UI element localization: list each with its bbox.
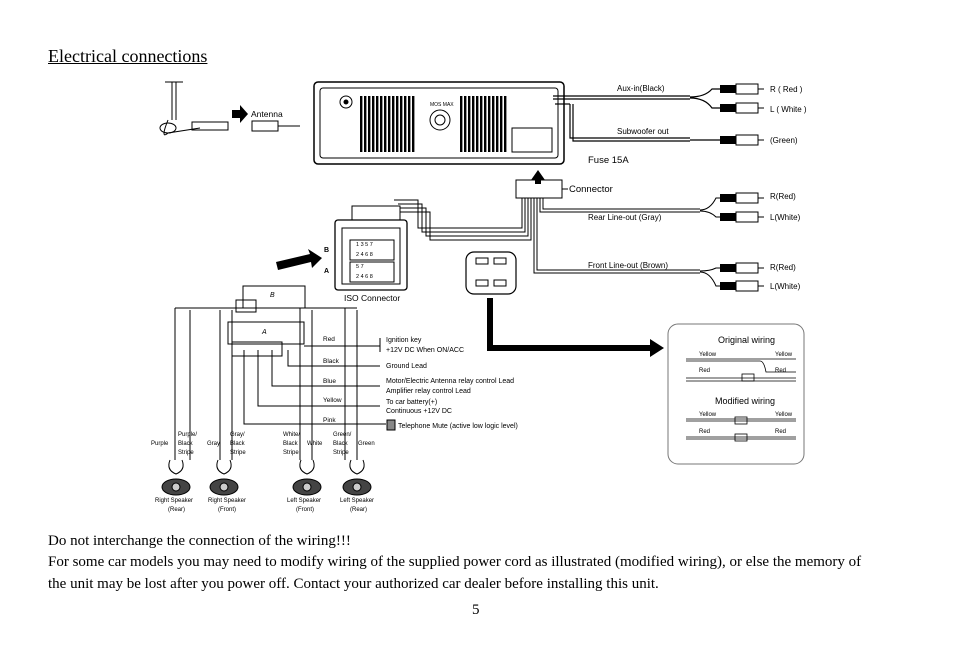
rca-green: (Green)	[770, 136, 798, 145]
spk-white-black-3: Stripe	[283, 450, 299, 456]
ignition-key-label: Ignition key	[386, 337, 422, 344]
vent-slot	[364, 96, 366, 152]
vent-slot	[476, 96, 478, 152]
iso-pin-row: 1 3 5 7	[356, 242, 373, 248]
spk-gray-black-2: Black	[230, 441, 245, 447]
spk-rr-1: Right Speaker	[155, 498, 194, 504]
vent-slot	[368, 96, 370, 152]
mw-yellow-r: Yellow	[775, 412, 793, 418]
tel-mute-label: Telephone Mute (active low logic level)	[398, 423, 518, 430]
wire-blue: Blue	[323, 378, 337, 385]
antenna-arrow	[232, 105, 248, 123]
rear-lineout-label: Rear Line-out (Gray)	[588, 213, 662, 222]
inline-connector	[466, 252, 516, 294]
connector-label: Connector	[569, 184, 613, 195]
subwoofer-out-label: Subwoofer out	[617, 127, 669, 136]
vent-slot	[484, 96, 486, 152]
vent-slot	[504, 96, 506, 152]
vent-slot	[360, 96, 362, 152]
head-unit	[314, 82, 564, 164]
rca-plug	[720, 212, 764, 222]
wire-red: Red	[323, 336, 335, 343]
speaker-icon	[293, 460, 321, 495]
antenna-label: Antenna	[251, 109, 283, 119]
spk-lr-1: Left Speaker	[340, 498, 375, 504]
spk-gray: Gray	[207, 441, 221, 447]
motor-lead-label: Motor/Electric Antenna relay control Lead	[386, 378, 515, 385]
spk-purple-black-3: Stripe	[178, 450, 194, 456]
wire-yellow: Yellow	[323, 397, 342, 404]
spk-green-black-3: Stripe	[333, 450, 349, 456]
spk-rf-2: (Front)	[218, 507, 236, 513]
spk-purple-black-2: Black	[178, 441, 193, 447]
rca-plug	[720, 281, 764, 291]
rca-plug	[720, 135, 764, 145]
ow-red-r: Red	[775, 368, 787, 374]
iso-arrow	[276, 249, 322, 270]
mw-red-r: Red	[775, 429, 787, 435]
spk-white: White	[307, 441, 323, 447]
speaker-icon	[210, 460, 238, 495]
vent-slot	[404, 96, 406, 152]
vent-slot	[396, 96, 398, 152]
vent-slot	[492, 96, 494, 152]
wire-pink: Pink	[323, 417, 336, 424]
vent-slot	[412, 96, 414, 152]
rca-l-white-1: L ( White )	[770, 105, 807, 114]
front-lineout-label: Front Line-out (Brown)	[588, 261, 669, 270]
vent-slot	[408, 96, 410, 152]
iso-pin-row: 2 4 6 8	[356, 274, 373, 280]
rca-l-white-2: L(White)	[770, 213, 801, 222]
spk-purple: Purple	[151, 441, 169, 447]
rca-r-red-2: R(Red)	[770, 192, 796, 201]
speaker-icon	[162, 460, 190, 495]
spk-white-black-2: Black	[283, 441, 298, 447]
wiring-inset-box	[668, 324, 804, 464]
wire-black: Black	[323, 358, 339, 365]
spk-lf-1: Left Speaker	[287, 498, 322, 504]
spk-white-black-1: White/	[283, 432, 301, 438]
speaker-icon	[343, 460, 371, 495]
spk-purple-black-1: Purple/	[178, 432, 198, 438]
rca-plugs	[720, 84, 764, 291]
ground-lead-label: Ground Lead	[386, 363, 427, 370]
fuse-label: Fuse 15A	[588, 155, 629, 166]
warning-text: Do not interchange the connection of the wiring!!!	[48, 533, 351, 549]
rca-plug	[720, 103, 764, 113]
vent-slot	[500, 96, 502, 152]
section-heading: Electrical connections	[48, 46, 208, 66]
spk-rf-1: Right Speaker	[208, 498, 247, 504]
spk-rr-2: (Rear)	[168, 507, 186, 513]
vent-slot	[468, 96, 470, 152]
vent-slot	[400, 96, 402, 152]
aux-in-label: Aux-in(Black)	[617, 84, 665, 93]
iso-pin-row: 5 7	[356, 264, 364, 270]
connector-arrow	[531, 170, 545, 184]
wiring-arrow	[487, 298, 664, 357]
vent-slot	[460, 96, 462, 152]
rca-plug	[720, 263, 764, 273]
iso-pin-numbers	[356, 242, 373, 280]
vent-slot	[472, 96, 474, 152]
vent-slot	[392, 96, 394, 152]
spk-green: Green	[358, 441, 375, 447]
page-number: 5	[472, 602, 480, 618]
spk-green-black-1: Green/	[333, 432, 352, 438]
rca-l-white-3: L(White)	[770, 282, 801, 291]
vent-slot	[480, 96, 482, 152]
note-line-2: the unit may be lost after you power off. Contact your authorized car dealer before installing this unit.	[48, 576, 659, 592]
plug-label-b: B	[270, 292, 275, 299]
rca-plug	[720, 193, 764, 203]
vent-slot	[388, 96, 390, 152]
speakers	[162, 460, 371, 495]
mw-yellow-l: Yellow	[699, 412, 717, 418]
battery-label: To car battery(+)	[386, 399, 438, 406]
note-line-1: For some car models you may need to modify wiring of the supplied power cord as illustrated (modified wiring), or else the memory of	[48, 554, 862, 570]
harness-plugs	[228, 286, 305, 356]
acc-label: +12V DC When ON/ACC	[386, 347, 464, 354]
rca-r-red-3: R(Red)	[770, 263, 796, 272]
iso-label-a: A	[324, 268, 330, 275]
vent-slot	[488, 96, 490, 152]
spk-lf-2: (Front)	[296, 507, 314, 513]
spk-gray-black-3: Stripe	[230, 450, 246, 456]
continuous-label: Continuous +12V DC	[386, 408, 452, 415]
spk-lr-2: (Rear)	[350, 507, 368, 513]
plug-label-a: A	[262, 329, 267, 336]
vent-slot	[376, 96, 378, 152]
ow-yellow-l: Yellow	[699, 352, 717, 358]
iso-pin-row: 2 4 6 8	[356, 252, 373, 258]
lineout-harness	[394, 198, 720, 286]
mw-red-l: Red	[699, 429, 711, 435]
vent-slot	[384, 96, 386, 152]
tel-mute-connector	[387, 420, 395, 430]
original-wiring-title: Original wiring	[718, 335, 776, 345]
ow-red-l: Red	[699, 368, 711, 374]
spk-green-black-2: Black	[333, 441, 348, 447]
amp-lead-label: Amplifier relay control Lead	[386, 388, 471, 395]
rca-plug	[720, 84, 764, 94]
modified-wiring-title: Modified wiring	[715, 396, 776, 406]
iso-label-b: B	[324, 247, 330, 254]
vent-slot	[372, 96, 374, 152]
iso-connector-label: ISO Connector	[344, 293, 401, 303]
vent-slot	[496, 96, 498, 152]
spk-gray-black-1: Gray/	[230, 432, 245, 438]
rca-r-red-1: R ( Red )	[770, 85, 803, 94]
ow-yellow-r: Yellow	[775, 352, 793, 358]
vent-slot	[464, 96, 466, 152]
vent-slot	[380, 96, 382, 152]
mos-max-label: MOS MAX	[430, 102, 454, 108]
power-leads	[175, 308, 386, 460]
